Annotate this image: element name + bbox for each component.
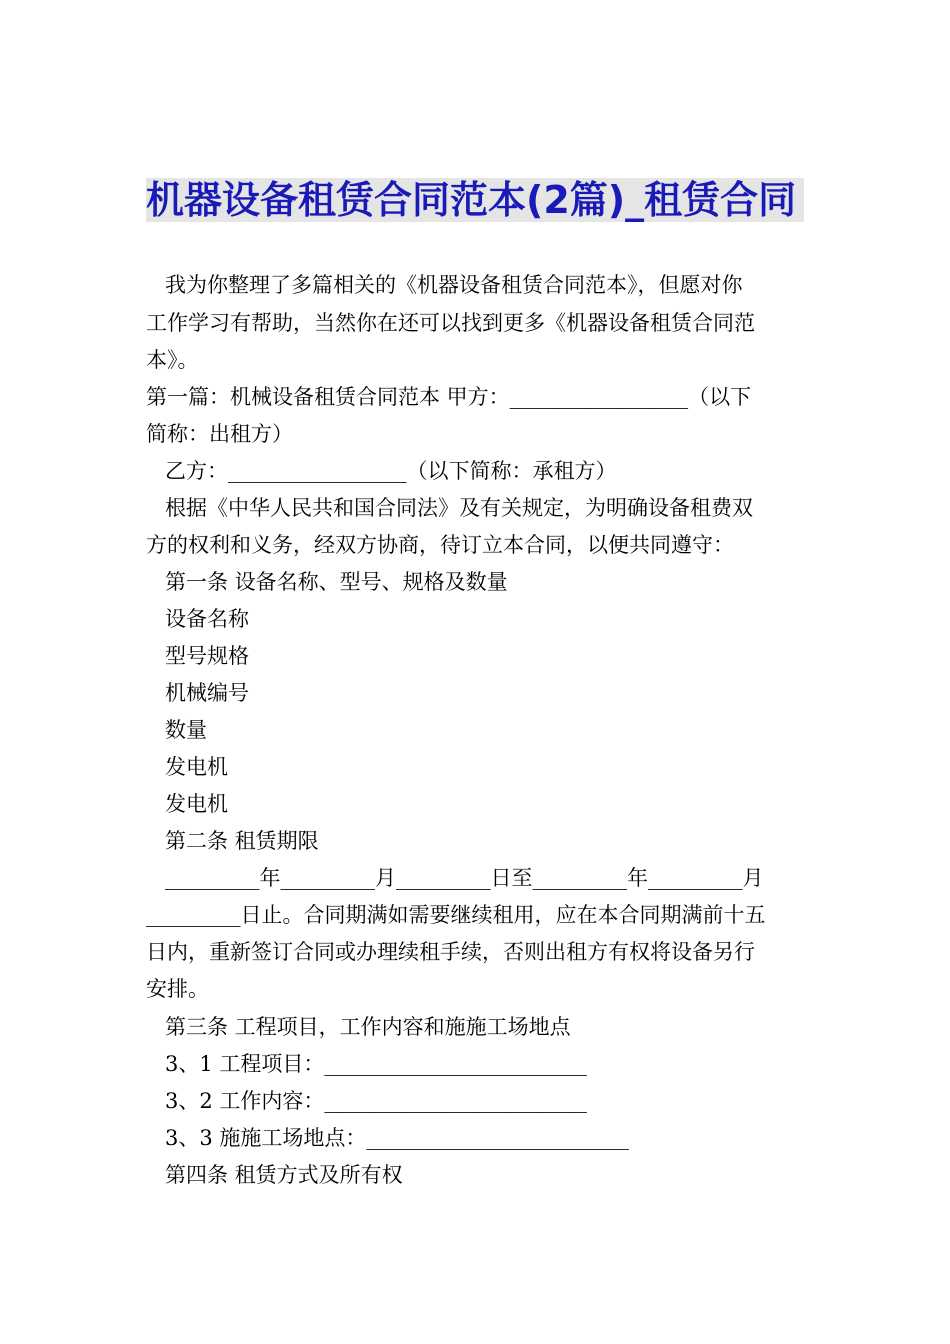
clause-3-3: 3、3 施施工场地点：_________________________ [165, 1126, 629, 1150]
clause-2-heading: 第二条 租赁期限 [165, 829, 319, 853]
clause-3-1: 3、1 工程项目：_________________________ [165, 1052, 587, 1076]
intro-line-2: 工作学习有帮助，当然你在还可以找到更多《机器设备租赁合同范 [146, 311, 755, 335]
lease-period-line-4: 安排。 [146, 977, 209, 1001]
party-b-line: 乙方：_________________（以下简称：承租方） [165, 459, 617, 483]
equipment-item-2: 发电机 [165, 792, 228, 816]
preamble-line-2: 方的权利和义务，经双方协商，待订立本合同，以便共同遵守： [146, 533, 734, 557]
lease-period-line-1: _________年_________月_________日至_________年_________月 [165, 866, 764, 890]
lease-period-line-2: _________日止。合同期满如需要继续租用，应在本合同期满前十五 [146, 903, 766, 927]
quantity-label: 数量 [165, 718, 207, 742]
clause-3-heading: 第三条 工程项目，工作内容和施施工场地点 [165, 1015, 571, 1039]
lease-period-line-3: 日内，重新签订合同或办理续租手续，否则出租方有权将设备另行 [146, 940, 755, 964]
first-article-heading: 第一篇：机械设备租赁合同范本 甲方：_________________（以下 [146, 385, 752, 409]
document-title: 机器设备租赁合同范本(2篇)_租赁合同 [146, 178, 804, 222]
machine-number-label: 机械编号 [165, 681, 249, 705]
clause-4-heading: 第四条 租赁方式及所有权 [165, 1163, 403, 1187]
clause-3-2: 3、2 工作内容：_________________________ [165, 1089, 587, 1113]
equipment-name-label: 设备名称 [165, 607, 249, 631]
clause-1-heading: 第一条 设备名称、型号、规格及数量 [165, 570, 508, 594]
intro-line-1: 我为你整理了多篇相关的《机器设备租赁合同范本》，但愿对你 [165, 273, 743, 297]
preamble-line-1: 根据《中华人民共和国合同法》及有关规定，为明确设备租费双 [165, 496, 753, 520]
equipment-item-1: 发电机 [165, 755, 228, 779]
intro-line-3: 本》。 [146, 348, 199, 372]
party-a-note: 简称：出租方） [146, 422, 293, 446]
model-spec-label: 型号规格 [165, 644, 249, 668]
